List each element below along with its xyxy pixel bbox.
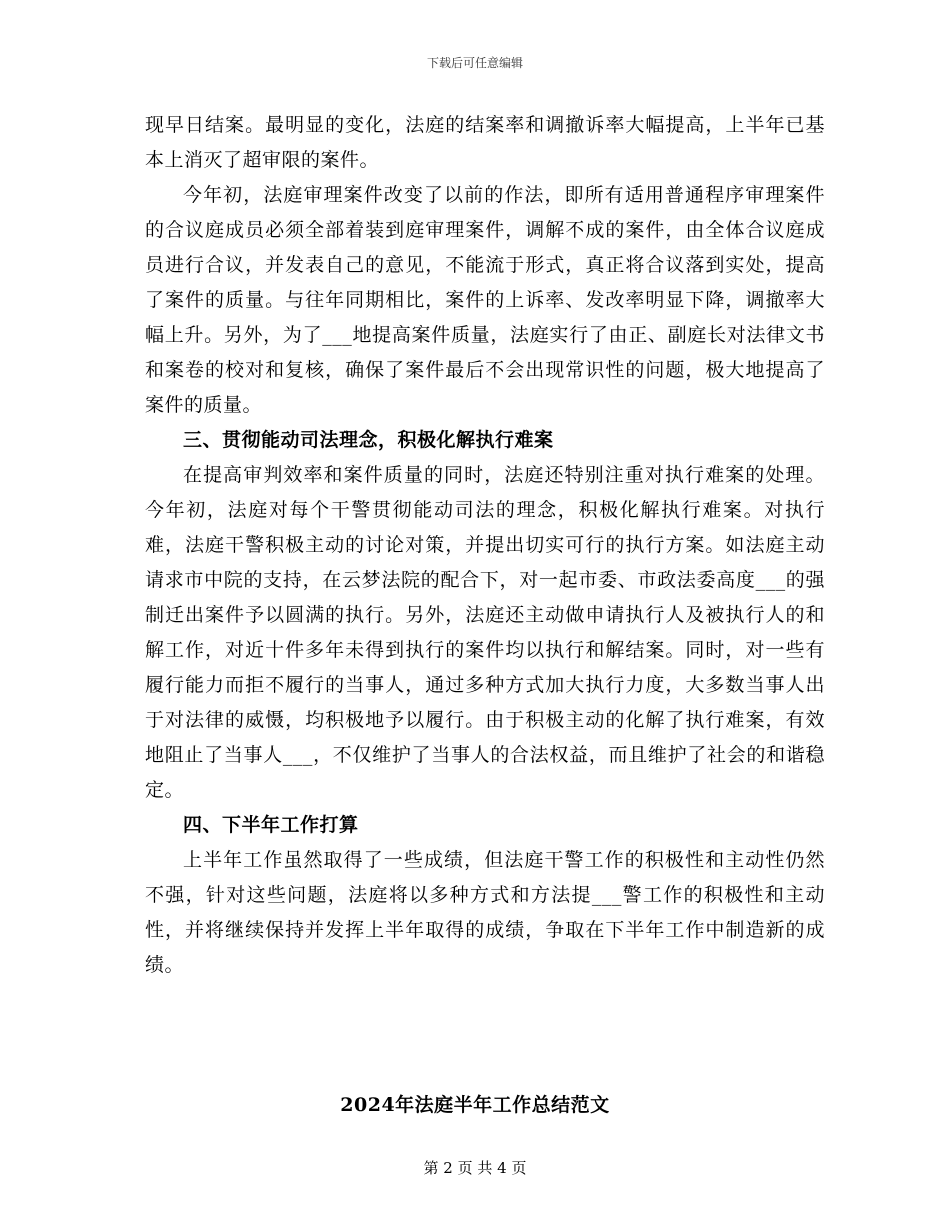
next-document-title: 2024年法庭半年工作总结范文 (340, 1094, 610, 1116)
paragraph-collegial-panel: 今年初，法庭审理案件改变了以前的作法，即所有适用普通程序审理案件的合议庭成员必须全部着装到庭审理案件，调解不成的案件，由全体合议庭成员进行合议，并发表自己的意见，不能流于形式，真正将合议落到实处，提高了案件的质量。与往年同期相比，案件的上诉率、发改率明显下降，调撤率大幅上升。另外，为了___地提高案件质量，法庭实行了由正、副庭长对法律文书和案卷的校对和复核，确保了案件最后不会出现常识性的问题，极大地提高了案件的质量。 (145, 184, 825, 416)
section-heading-4: 四、下半年工作打算 (183, 814, 359, 836)
document-body (145, 108, 825, 983)
paragraph-enforcement: 在提高审判效率和案件质量的同时，法庭还特别注重对执行难案的处理。今年初，法庭对每个干警贯彻能动司法的理念，积极化解执行难案。对执行难，法庭干警积极主动的讨论对策，并提出切实可行的执行方案。如法庭主动请求市中院的支持，在云梦法院的配合下，对一起市委、市政法委高度___的强制迁出案件予以圆满的执行。另外，法庭还主动做申请执行人及被执行人的和解工作，对近十件多年未得到执行的案件均以执行和解结案。同时，对一些有履行能力而拒不履行的当事人，通过多种方式加大执行力度，大多数当事人出于对法律的威慑，均积极地予以履行。由于积极主动的化解了执行难案，有效地阻止了当事人___，不仅维护了当事人的合法权益，而且维护了社会的和谐稳定。 (145, 464, 825, 801)
section-heading-3: 三、贯彻能动司法理念，积极化解执行难案 (183, 429, 554, 451)
page-header-note: 下载后可任意编辑 (426, 56, 523, 70)
page-number: 第 2 页 共 4 页 (423, 1159, 527, 1177)
paragraph-plans: 上半年工作虽然取得了一些成绩，但法庭干警工作的积极性和主动性仍然不强，针对这些问题，法庭将以多种方式和方法提___警工作的积极性和主动性，并将继续保持并发挥上半年取得的成绩，争取在下半年工作中制造新的成绩。 (145, 849, 825, 976)
paragraph-continuation: 现早日结案。最明显的变化，法庭的结案率和调撤诉率大幅提高，上半年已基本上消灭了超审限的案件。 (145, 114, 825, 171)
